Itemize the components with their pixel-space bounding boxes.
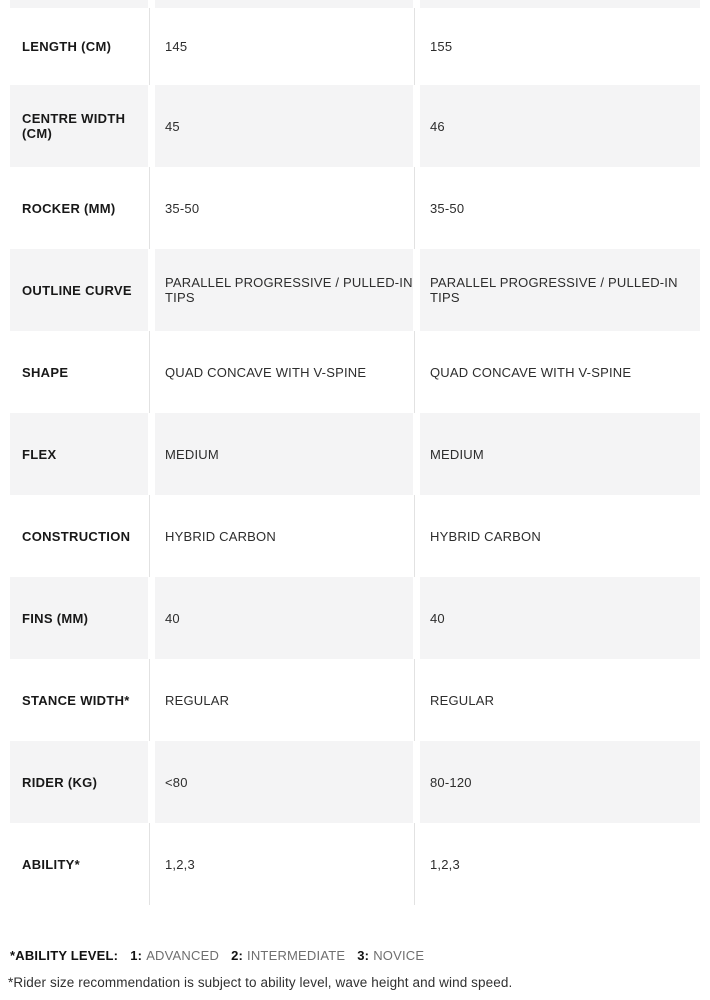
row-label: STANCE WIDTH* bbox=[10, 659, 148, 741]
column-gap bbox=[148, 413, 155, 495]
column-gap bbox=[148, 823, 155, 905]
row-value-size-1: MEDIUM bbox=[155, 413, 413, 495]
legend-item bbox=[231, 948, 345, 963]
row-value-size-2: MEDIUM bbox=[420, 413, 700, 495]
column-divider bbox=[414, 167, 415, 249]
column-gap bbox=[413, 331, 420, 413]
column-divider bbox=[149, 495, 150, 577]
cropped-cell bbox=[10, 0, 148, 8]
column-divider bbox=[414, 823, 415, 905]
row-label: SHAPE bbox=[10, 331, 148, 413]
column-divider bbox=[414, 331, 415, 413]
row-value-size-2: HYBRID CARBON bbox=[420, 495, 700, 577]
row-value-size-2: PARALLEL PROGRESSIVE / PULLED-IN TIPS bbox=[420, 249, 700, 331]
column-gap bbox=[148, 85, 155, 167]
column-gap bbox=[413, 85, 420, 167]
row-value-size-1: <80 bbox=[155, 741, 413, 823]
row-label: ABILITY* bbox=[10, 823, 148, 905]
row-value-size-1: 1,2,3 bbox=[155, 823, 413, 905]
row-label: ROCKER (MM) bbox=[10, 167, 148, 249]
row-value-size-2: 35-50 bbox=[420, 167, 700, 249]
column-gap bbox=[413, 249, 420, 331]
column-gap bbox=[148, 741, 155, 823]
column-gap bbox=[413, 577, 420, 659]
legend-name: INTERMEDIATE bbox=[247, 948, 346, 963]
column-gap bbox=[413, 413, 420, 495]
row-label: FLEX bbox=[10, 413, 148, 495]
column-gap bbox=[148, 577, 155, 659]
spec-row bbox=[10, 167, 700, 249]
row-value-size-1: HYBRID CARBON bbox=[155, 495, 413, 577]
row-value-size-2: REGULAR bbox=[420, 659, 700, 741]
column-gap bbox=[148, 0, 155, 8]
column-gap bbox=[148, 331, 155, 413]
legend-num: 2: bbox=[231, 948, 244, 963]
column-gap bbox=[148, 249, 155, 331]
column-gap bbox=[413, 0, 420, 8]
column-gap bbox=[413, 167, 420, 249]
column-gap bbox=[413, 495, 420, 577]
row-label: RIDER (KG) bbox=[10, 741, 148, 823]
spec-table bbox=[10, 0, 700, 905]
row-value-size-2: 80-120 bbox=[420, 741, 700, 823]
row-value-size-2: 46 bbox=[420, 85, 700, 167]
row-value-size-2: 1,2,3 bbox=[420, 823, 700, 905]
row-label: LENGTH (CM) bbox=[10, 8, 148, 85]
row-value-size-2: QUAD CONCAVE WITH V-SPINE bbox=[420, 331, 700, 413]
row-value-size-2: 155 bbox=[420, 8, 700, 85]
column-divider bbox=[149, 823, 150, 905]
row-label: CENTRE WIDTH (CM) bbox=[10, 85, 148, 167]
column-divider bbox=[149, 659, 150, 741]
column-gap bbox=[413, 8, 420, 85]
column-divider bbox=[414, 495, 415, 577]
legend-item bbox=[357, 948, 424, 963]
column-gap bbox=[413, 659, 420, 741]
spec-row bbox=[10, 85, 700, 167]
row-label: FINS (MM) bbox=[10, 577, 148, 659]
column-divider bbox=[414, 659, 415, 741]
column-gap bbox=[148, 659, 155, 741]
spec-row bbox=[10, 331, 700, 413]
column-gap bbox=[148, 495, 155, 577]
spec-row bbox=[10, 659, 700, 741]
column-gap bbox=[148, 8, 155, 85]
spec-row bbox=[10, 249, 700, 331]
spec-row bbox=[10, 823, 700, 905]
column-gap bbox=[148, 167, 155, 249]
legend-name: NOVICE bbox=[373, 948, 425, 963]
row-value-size-1: 145 bbox=[155, 8, 413, 85]
footnotes bbox=[10, 946, 700, 990]
row-value-size-1: REGULAR bbox=[155, 659, 413, 741]
legend-num: 3: bbox=[357, 948, 370, 963]
spec-row bbox=[10, 413, 700, 495]
legend-name: ADVANCED bbox=[146, 948, 220, 963]
column-divider bbox=[414, 8, 415, 85]
spec-row bbox=[10, 741, 700, 823]
row-value-size-2: 40 bbox=[420, 577, 700, 659]
row-value-size-1: 45 bbox=[155, 85, 413, 167]
column-gap bbox=[413, 823, 420, 905]
column-divider bbox=[149, 167, 150, 249]
cropped-row-top bbox=[10, 0, 700, 8]
cropped-cell bbox=[420, 0, 700, 8]
row-value-size-1: QUAD CONCAVE WITH V-SPINE bbox=[155, 331, 413, 413]
column-divider bbox=[149, 331, 150, 413]
ability-legend bbox=[10, 946, 700, 966]
row-value-size-1: PARALLEL PROGRESSIVE / PULLED-IN TIPS bbox=[155, 249, 413, 331]
spec-row bbox=[10, 495, 700, 577]
row-label: OUTLINE CURVE bbox=[10, 249, 148, 331]
spec-row bbox=[10, 8, 700, 85]
spec-row bbox=[10, 577, 700, 659]
legend-num: 1: bbox=[130, 948, 143, 963]
row-value-size-1: 40 bbox=[155, 577, 413, 659]
cropped-cell bbox=[155, 0, 413, 8]
row-label: CONSTRUCTION bbox=[10, 495, 148, 577]
column-gap bbox=[413, 741, 420, 823]
column-divider bbox=[149, 8, 150, 85]
row-value-size-1: 35-50 bbox=[155, 167, 413, 249]
legend-item bbox=[130, 948, 219, 963]
ability-legend-title: *ABILITY LEVEL: bbox=[10, 948, 119, 963]
rider-size-note: *Rider size recommendation is subject to ability level, wave height and wind speed. bbox=[8, 975, 513, 990]
